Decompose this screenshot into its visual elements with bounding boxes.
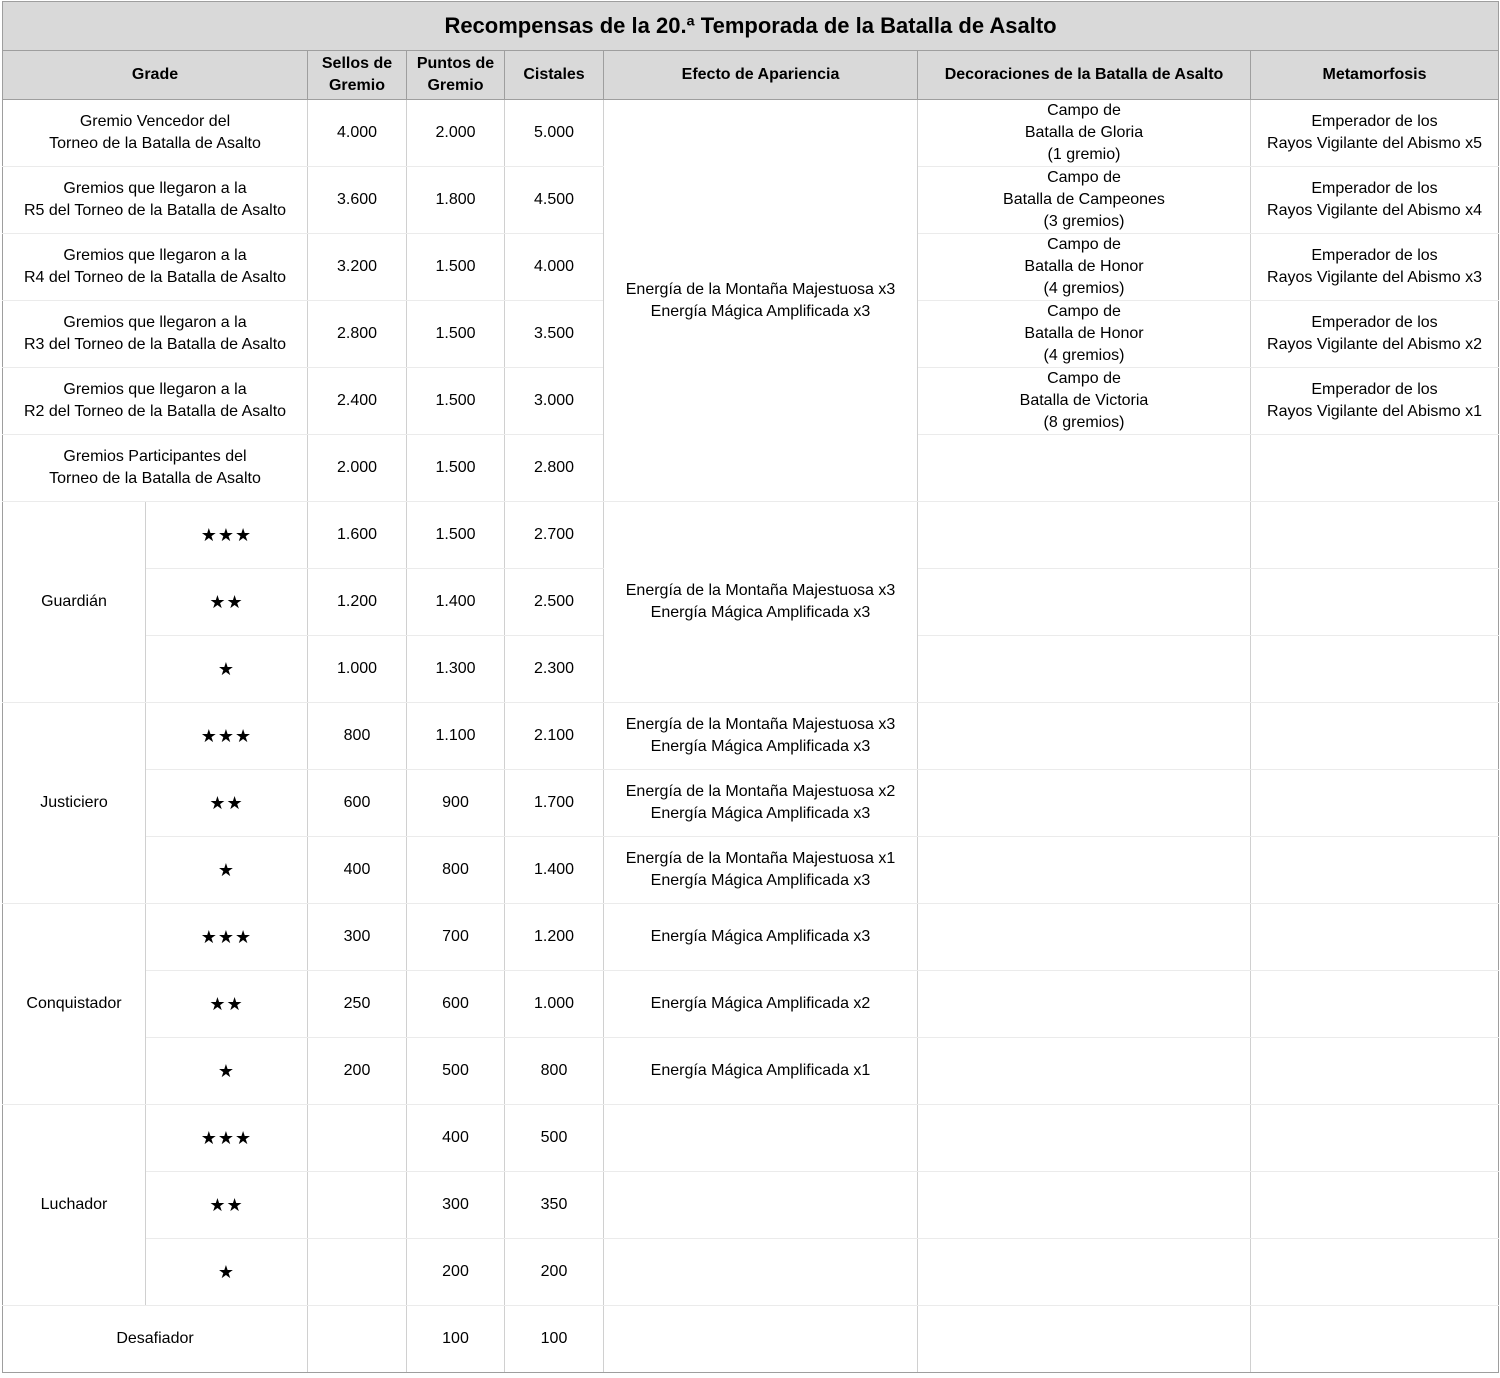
cristales-cell: 3.000 bbox=[505, 368, 604, 435]
puntos-cell: 1.800 bbox=[407, 167, 505, 234]
header-puntos: Puntos de Gremio bbox=[407, 51, 505, 100]
decoracion-cell bbox=[918, 703, 1251, 770]
efecto-cell: Energía de la Montaña Majestuosa x3 Energía Mágica Amplificada x3 bbox=[604, 100, 918, 502]
metamorfosis-cell: Emperador de los Rayos Vigilante del Abismo x2 bbox=[1251, 301, 1499, 368]
cristales-cell: 2.500 bbox=[505, 569, 604, 636]
metamorfosis-cell bbox=[1251, 703, 1499, 770]
decoracion-cell bbox=[918, 770, 1251, 837]
grade-cell: Gremio Vencedor del Torneo de la Batalla de Asalto bbox=[3, 100, 308, 167]
sellos-cell: 3.200 bbox=[308, 234, 407, 301]
table-row bbox=[3, 904, 1499, 971]
cristales-cell: 4.500 bbox=[505, 167, 604, 234]
puntos-cell: 1.500 bbox=[407, 368, 505, 435]
star-rating: ★★ bbox=[146, 971, 308, 1038]
puntos-cell: 2.000 bbox=[407, 100, 505, 167]
tier-name-guardian: Guardián bbox=[3, 502, 146, 703]
rewards-table bbox=[2, 1, 1499, 1373]
puntos-cell: 1.500 bbox=[407, 301, 505, 368]
sellos-cell: 1.000 bbox=[308, 636, 407, 703]
efecto-cell: Energía de la Montaña Majestuosa x2 Energía Mágica Amplificada x3 bbox=[604, 770, 918, 837]
puntos-cell: 1.300 bbox=[407, 636, 505, 703]
sellos-cell bbox=[308, 1172, 407, 1239]
table-row bbox=[3, 100, 1499, 167]
grade-cell: Gremios Participantes del Torneo de la Batalla de Asalto bbox=[3, 435, 308, 502]
efecto-cell bbox=[604, 1105, 918, 1172]
star-rating: ★★★ bbox=[146, 904, 308, 971]
grade-cell: Gremios que llegaron a la R4 del Torneo de la Batalla de Asalto bbox=[3, 234, 308, 301]
puntos-cell: 1.500 bbox=[407, 234, 505, 301]
sellos-cell: 2.400 bbox=[308, 368, 407, 435]
decoracion-cell: Campo de Batalla de Gloria (1 gremio) bbox=[918, 100, 1251, 167]
efecto-cell: Energía de la Montaña Majestuosa x3 Energía Mágica Amplificada x3 bbox=[604, 502, 918, 703]
sellos-cell: 2.800 bbox=[308, 301, 407, 368]
header-grade: Grade bbox=[3, 51, 308, 100]
metamorfosis-cell: Emperador de los Rayos Vigilante del Abismo x4 bbox=[1251, 167, 1499, 234]
decoracion-cell bbox=[918, 904, 1251, 971]
cristales-cell: 100 bbox=[505, 1306, 604, 1373]
cristales-cell: 2.800 bbox=[505, 435, 604, 502]
decoracion-cell bbox=[918, 435, 1251, 502]
sellos-cell: 600 bbox=[308, 770, 407, 837]
sellos-cell: 200 bbox=[308, 1038, 407, 1105]
cristales-cell: 2.700 bbox=[505, 502, 604, 569]
star-rating: ★★ bbox=[146, 569, 308, 636]
metamorfosis-cell bbox=[1251, 971, 1499, 1038]
sellos-cell: 3.600 bbox=[308, 167, 407, 234]
cristales-cell: 800 bbox=[505, 1038, 604, 1105]
cristales-cell: 1.000 bbox=[505, 971, 604, 1038]
decoracion-cell bbox=[918, 1038, 1251, 1105]
cristales-cell: 3.500 bbox=[505, 301, 604, 368]
star-rating: ★★ bbox=[146, 770, 308, 837]
cristales-cell: 1.400 bbox=[505, 837, 604, 904]
star-rating: ★ bbox=[146, 1038, 308, 1105]
sellos-cell: 800 bbox=[308, 703, 407, 770]
decoracion-cell bbox=[918, 971, 1251, 1038]
decoracion-cell: Campo de Batalla de Campeones (3 gremios) bbox=[918, 167, 1251, 234]
tier-name-desafiador: Desafiador bbox=[3, 1306, 308, 1373]
efecto-cell bbox=[604, 1172, 918, 1239]
metamorfosis-cell bbox=[1251, 636, 1499, 703]
sellos-cell: 1.600 bbox=[308, 502, 407, 569]
star-rating: ★★★ bbox=[146, 1105, 308, 1172]
header-metamorfosis: Metamorfosis bbox=[1251, 51, 1499, 100]
star-rating: ★★★ bbox=[146, 502, 308, 569]
puntos-cell: 300 bbox=[407, 1172, 505, 1239]
decoracion-cell bbox=[918, 502, 1251, 569]
star-rating: ★★★ bbox=[146, 703, 308, 770]
decoracion-cell bbox=[918, 636, 1251, 703]
table-row bbox=[3, 502, 1499, 569]
efecto-cell: Energía de la Montaña Majestuosa x3 Energía Mágica Amplificada x3 bbox=[604, 703, 918, 770]
sellos-cell: 400 bbox=[308, 837, 407, 904]
table-title: Recompensas de la 20.ª Temporada de la Batalla de Asalto bbox=[3, 2, 1499, 51]
metamorfosis-cell: Emperador de los Rayos Vigilante del Abismo x1 bbox=[1251, 368, 1499, 435]
sellos-cell bbox=[308, 1306, 407, 1373]
cristales-cell: 2.300 bbox=[505, 636, 604, 703]
table-row bbox=[3, 770, 1499, 837]
puntos-cell: 800 bbox=[407, 837, 505, 904]
grade-cell: Gremios que llegaron a la R5 del Torneo de la Batalla de Asalto bbox=[3, 167, 308, 234]
metamorfosis-cell bbox=[1251, 1105, 1499, 1172]
table-row bbox=[3, 837, 1499, 904]
cristales-cell: 2.100 bbox=[505, 703, 604, 770]
cristales-cell: 5.000 bbox=[505, 100, 604, 167]
puntos-cell: 1.500 bbox=[407, 435, 505, 502]
metamorfosis-cell bbox=[1251, 1038, 1499, 1105]
decoracion-cell bbox=[918, 837, 1251, 904]
metamorfosis-cell bbox=[1251, 569, 1499, 636]
cristales-cell: 1.700 bbox=[505, 770, 604, 837]
metamorfosis-cell bbox=[1251, 502, 1499, 569]
metamorfosis-cell: Emperador de los Rayos Vigilante del Abismo x5 bbox=[1251, 100, 1499, 167]
decoracion-cell bbox=[918, 569, 1251, 636]
tier-name-conquistador: Conquistador bbox=[3, 904, 146, 1105]
metamorfosis-cell bbox=[1251, 1172, 1499, 1239]
header-cristales: Cistales bbox=[505, 51, 604, 100]
table-row bbox=[3, 971, 1499, 1038]
metamorfosis-cell bbox=[1251, 435, 1499, 502]
puntos-cell: 1.100 bbox=[407, 703, 505, 770]
grade-cell: Gremios que llegaron a la R3 del Torneo de la Batalla de Asalto bbox=[3, 301, 308, 368]
decoracion-cell: Campo de Batalla de Honor (4 gremios) bbox=[918, 234, 1251, 301]
sellos-cell: 4.000 bbox=[308, 100, 407, 167]
metamorfosis-cell bbox=[1251, 904, 1499, 971]
puntos-cell: 200 bbox=[407, 1239, 505, 1306]
metamorfosis-cell bbox=[1251, 837, 1499, 904]
puntos-cell: 900 bbox=[407, 770, 505, 837]
efecto-cell: Energía Mágica Amplificada x3 bbox=[604, 904, 918, 971]
cristales-cell: 500 bbox=[505, 1105, 604, 1172]
puntos-cell: 600 bbox=[407, 971, 505, 1038]
puntos-cell: 700 bbox=[407, 904, 505, 971]
puntos-cell: 500 bbox=[407, 1038, 505, 1105]
efecto-cell: Energía Mágica Amplificada x1 bbox=[604, 1038, 918, 1105]
metamorfosis-cell bbox=[1251, 1306, 1499, 1373]
header-efecto: Efecto de Apariencia bbox=[604, 51, 918, 100]
puntos-cell: 400 bbox=[407, 1105, 505, 1172]
cristales-cell: 200 bbox=[505, 1239, 604, 1306]
star-rating: ★ bbox=[146, 636, 308, 703]
star-rating: ★ bbox=[146, 837, 308, 904]
sellos-cell: 1.200 bbox=[308, 569, 407, 636]
decoracion-cell bbox=[918, 1105, 1251, 1172]
metamorfosis-cell: Emperador de los Rayos Vigilante del Abismo x3 bbox=[1251, 234, 1499, 301]
star-rating: ★ bbox=[146, 1239, 308, 1306]
efecto-cell bbox=[604, 1239, 918, 1306]
tier-name-justiciero: Justiciero bbox=[3, 703, 146, 904]
metamorfosis-cell bbox=[1251, 1239, 1499, 1306]
sellos-cell bbox=[308, 1105, 407, 1172]
puntos-cell: 1.400 bbox=[407, 569, 505, 636]
efecto-cell: Energía Mágica Amplificada x2 bbox=[604, 971, 918, 1038]
sellos-cell bbox=[308, 1239, 407, 1306]
table-row bbox=[3, 703, 1499, 770]
puntos-cell: 1.500 bbox=[407, 502, 505, 569]
table-row bbox=[3, 1239, 1499, 1306]
table-row bbox=[3, 1105, 1499, 1172]
header-sellos: Sellos de Gremio bbox=[308, 51, 407, 100]
tier-name-luchador: Luchador bbox=[3, 1105, 146, 1306]
star-rating: ★★ bbox=[146, 1172, 308, 1239]
efecto-cell: Energía de la Montaña Majestuosa x1 Energía Mágica Amplificada x3 bbox=[604, 837, 918, 904]
cristales-cell: 4.000 bbox=[505, 234, 604, 301]
header-decoraciones: Decoraciones de la Batalla de Asalto bbox=[918, 51, 1251, 100]
table-row bbox=[3, 1038, 1499, 1105]
sellos-cell: 300 bbox=[308, 904, 407, 971]
decoracion-cell bbox=[918, 1239, 1251, 1306]
puntos-cell: 100 bbox=[407, 1306, 505, 1373]
cristales-cell: 1.200 bbox=[505, 904, 604, 971]
metamorfosis-cell bbox=[1251, 770, 1499, 837]
decoracion-cell bbox=[918, 1172, 1251, 1239]
cristales-cell: 350 bbox=[505, 1172, 604, 1239]
table-row bbox=[3, 1306, 1499, 1373]
decoracion-cell: Campo de Batalla de Victoria (8 gremios) bbox=[918, 368, 1251, 435]
table-row bbox=[3, 1172, 1499, 1239]
decoracion-cell bbox=[918, 1306, 1251, 1373]
efecto-cell bbox=[604, 1306, 918, 1373]
decoracion-cell: Campo de Batalla de Honor (4 gremios) bbox=[918, 301, 1251, 368]
sellos-cell: 2.000 bbox=[308, 435, 407, 502]
grade-cell: Gremios que llegaron a la R2 del Torneo de la Batalla de Asalto bbox=[3, 368, 308, 435]
sellos-cell: 250 bbox=[308, 971, 407, 1038]
